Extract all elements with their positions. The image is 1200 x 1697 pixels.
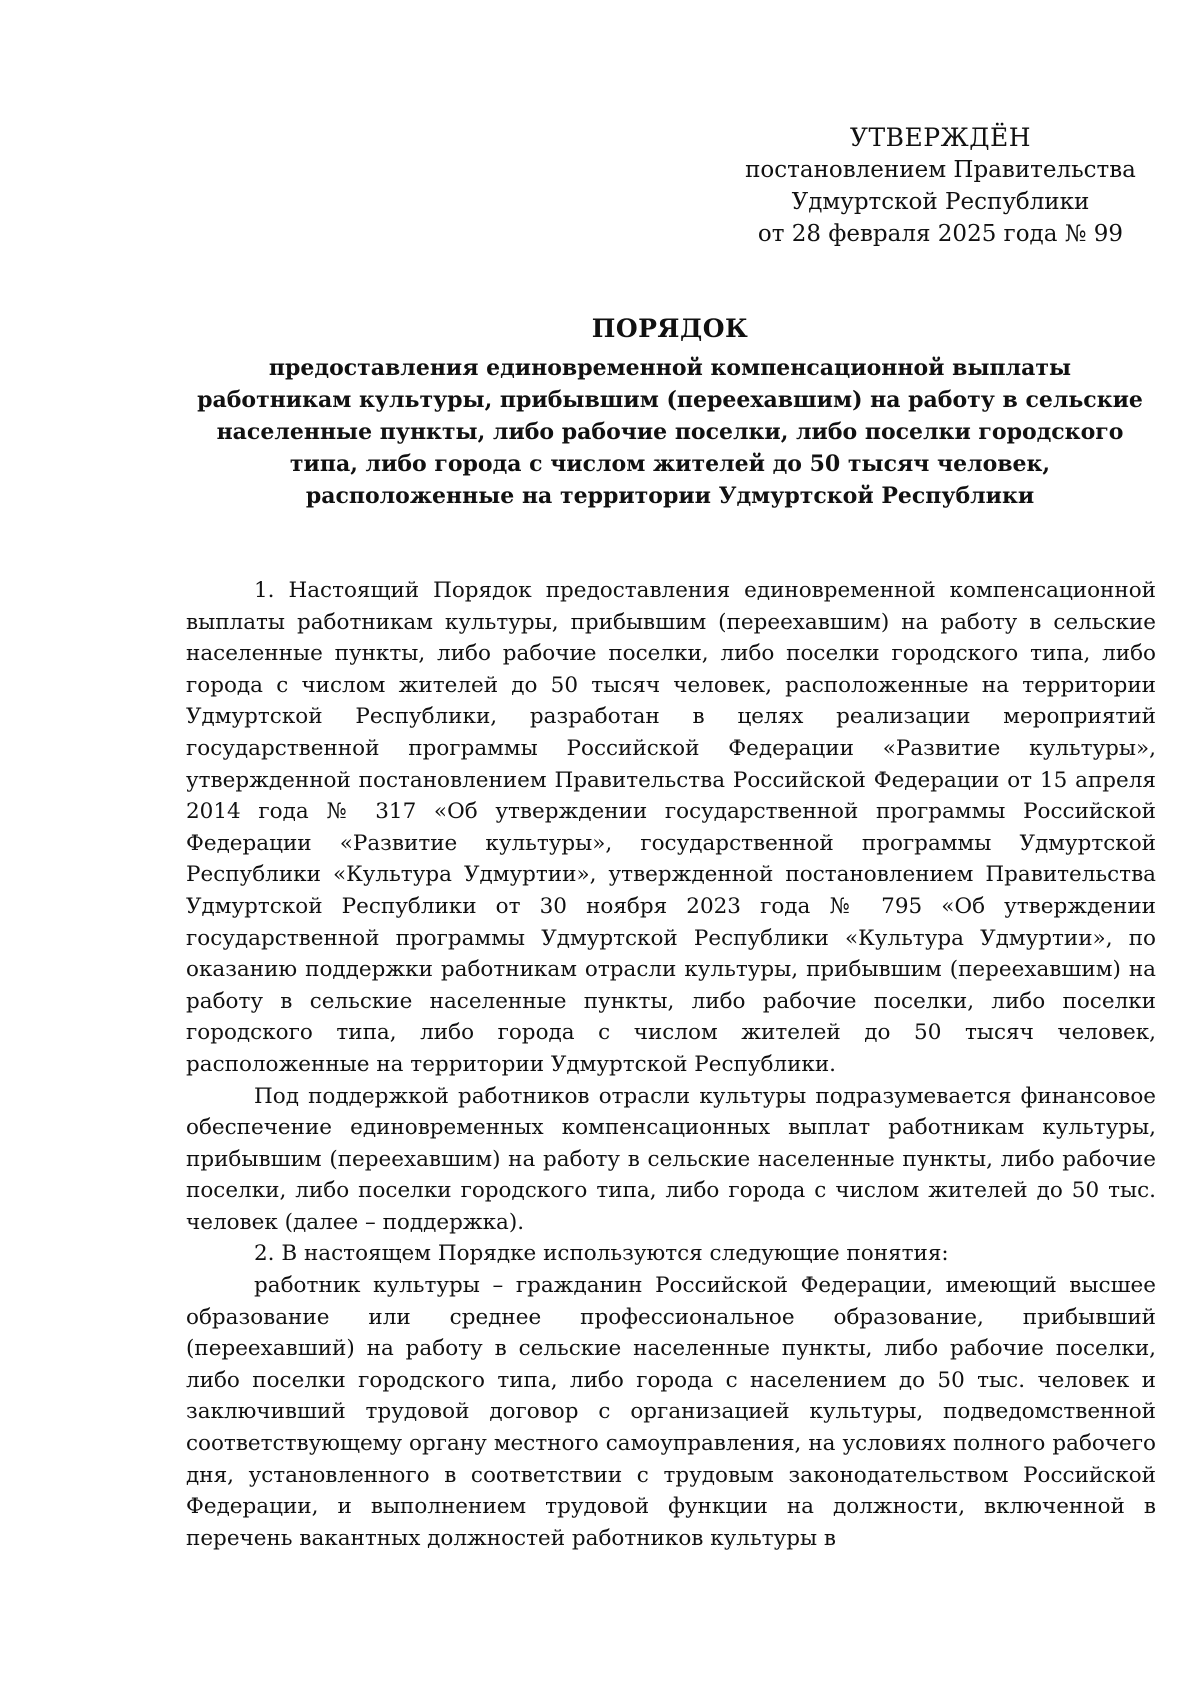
document-title: ПОРЯДОК (591, 314, 749, 343)
paragraph-3: 2. В настоящем Порядке используются следующие понятия: (254, 1241, 949, 1267)
document-subtitle: предоставления единовременной компенсационной выплаты работникам культуры, прибывшим (переехавшим) на работу в сельские населенные пункты, либо рабочие поселки, либо поселки городского типа, либо города с числом жителей до 50 тысяч человек, расположенные на территории Удмуртской Республики (197, 355, 1143, 509)
paragraph-4: работник культуры – гражданин Российской Федерации, имеющий высшее образование или среднее профессиональное образование, прибывший (переехавший) на работу в сельские населенные пункты, либо рабочие поселки, либо поселки городского типа, либо города с населением до 50 тыс. человек и заключивший трудовой договор с организацией культуры, подведомственной соответствующему органу местного самоуправления, на условиях полного рабочего дня, установленного в соответствии с трудовым законодательством Российской Федерации, и выполнением трудовой функции на должности, включенной в перечень вакантных должностей работников культуры в (186, 1273, 1156, 1551)
approval-line-3: от 28 февраля 2025 года № 99 (757, 221, 1124, 247)
approval-heading: УТВЕРЖДЁН (849, 123, 1032, 152)
approval-line-2: Удмуртской Республики (791, 189, 1090, 215)
paragraph-1: 1. Настоящий Порядок предоставления единовременной компенсационной выплаты работникам культуры, прибывшим (переехавшим) на работу в сельские населенные пункты, либо рабочие поселки, либо поселки городского типа, либо города с числом жителей до 50 тысяч человек, расположенные на территории Удмуртской Республики, разработан в целях реализации мероприятий государственной программы Российской Федерации «Развитие культуры», утвержденной постановлением Правительства Российской Федерации от 15 апреля 2014 года № 317 «Об утверждении государственной программы Российской Федерации «Развитие культуры», государственной программы Удмуртской Республики «Культура Удмуртии», утвержденной постановлением Правительства Удмуртской Республики от 30 ноября 2023 года № 795 «Об утверждении государственной программы Удмуртской Республики «Культура Удмуртии», по оказанию поддержки работникам отрасли культуры, прибывшим (переехавшим) на работу в сельские населенные пункты, либо рабочие поселки, либо поселки городского типа, либо города с числом жителей до 50 тысяч человек, расположенные на территории Удмуртской Республики. (186, 578, 1156, 1077)
paragraph-2: Под поддержкой работников отрасли культуры подразумевается финансовое обеспечение единовременных компенсационных выплат работникам культуры, прибывшим (переехавшим) на работу в сельские населенные пункты, либо рабочие поселки, либо поселки городского типа, либо города с числом жителей до 50 тыс. человек (далее – поддержка). (186, 1083, 1156, 1235)
document-title-block (190, 312, 1150, 512)
document-body (186, 575, 1156, 1554)
approval-stamp-block (738, 122, 1143, 250)
approval-line-1: постановлением Правительства (745, 157, 1136, 183)
